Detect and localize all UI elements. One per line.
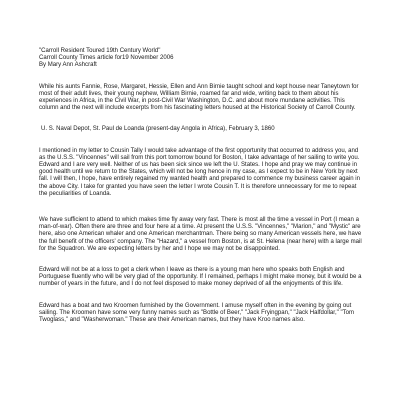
letter-paragraph: I mentioned in my letter to Cousin Tally I would take advantage of the first opportunity that occurred to address you, and as the U.S.S. "Vincennes" will sail from this port tomorrow bound for Boston, I take advantage of her sailing to write you. Edward and I are very well. Neither of us has been sick since we left the U. States. I hope and pray we may continue in good health until we return to the States, which will not be long hence in my case, as I expect to be in New York by next fall. I will then, I hope, have entirely regained my wanted health and prepared to commence my business career again in the above City. I take for granted you have seen the letter I wrote Cousin T. It is therefore unnecessary for me to repeat the peculiarities of Loanda. [39, 147, 361, 197]
dateline: U. S. Naval Depot, St. Paul de Loanda (present-day Angola in Africa), February 3, 1860 [41, 126, 275, 133]
letter-paragraph: Edward has a boat and two Kroomen furnished by the Government. I amuse myself often in the evening by going out sailing. The Kroomen have some very funny names such as "Bottle of Beer," "Jack Fryingpan," "Jack Halfdollar," "Tom Twoglass," and "Washerwoman." These are their American names, but they have Kroo names also. [39, 302, 355, 324]
letter-paragraph: Edward will not be at a loss to get a clerk when I leave as there is a young man here who speaks both English and Portuguese fluently who will be very glad of the opportunity. If I remained, perhaps I might make money, but it would be a number of years in the future, and I do not feel disposed to make money deprived of all the enjoyments of this life. [39, 267, 362, 288]
article-header [39, 48, 362, 70]
article-title: "Carroll Resident Toured 19th Century World" [39, 48, 161, 54]
intro-paragraph: While his aunts Fannie, Rose, Margaret, Hessie, Ellen and Ann Birnie taught school and kept house near Taneytown for most of their adult lives, their young nephew, William Birnie, roamed far and wide, writing back to them about his experiences in Africa, in the Civil War, in post-Civil War Washington, D.C. and about more mundane activities. This column and the next will include excerpts from his fascinating letters housed at the Historical Society of Carroll County. [39, 83, 359, 112]
article-byline: By Mary Ann Ashcraft [39, 62, 97, 69]
article-source: Carroll County Times article for19 November 2006 [39, 55, 174, 62]
letter-paragraph: We have sufficient to attend to which makes time fly away very fast. There is most all the time a vessel in Port (I mean a man-of-war). Often there are three and four here at a time. At present the U.S.S. "Vincennes," "Marion," and "Mystic" are here, also one American whaler and one American merchantman. There being so many American vessels here, we have the full benefit of the officers' company. The "Hazard," a vessel from Boston, is at St. Helena (near here) with a large mail for the Squadron. We are expecting letters by her and I hope we may not be disappointed. [39, 217, 362, 252]
